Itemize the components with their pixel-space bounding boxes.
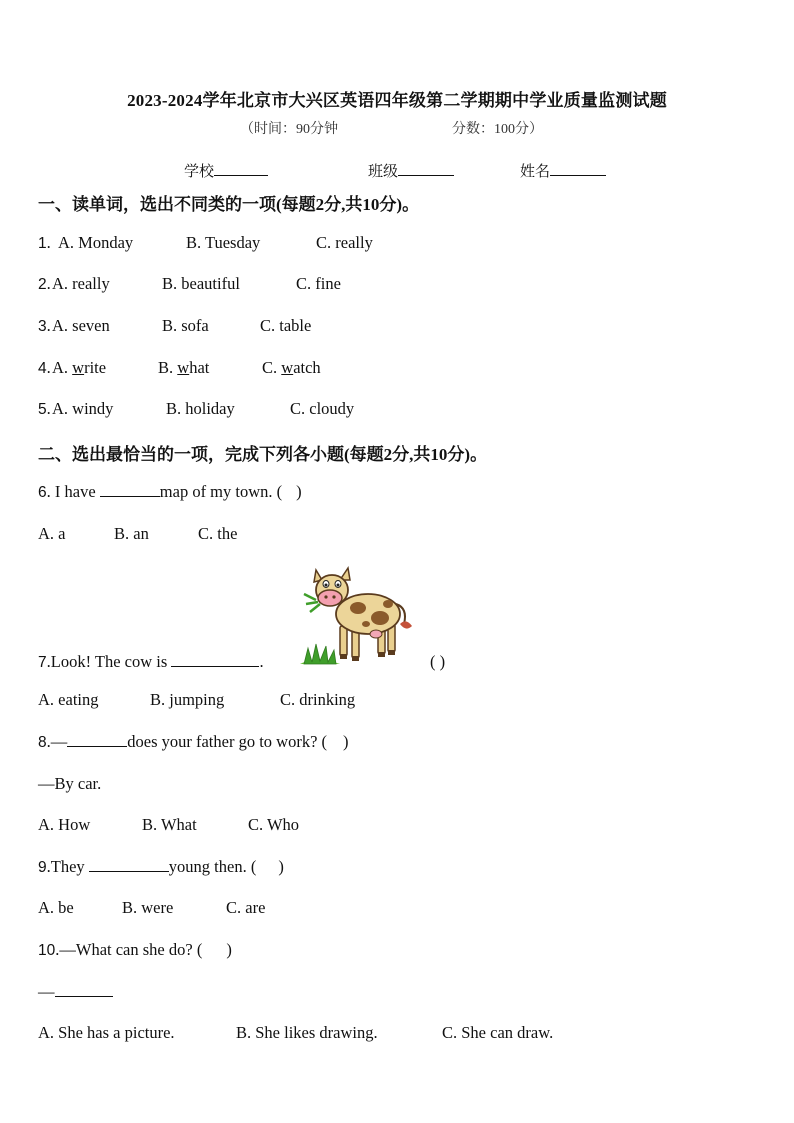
q1-option-b[interactable]: B. Tuesday <box>186 233 261 252</box>
q6-option-a[interactable]: A. a <box>38 524 66 543</box>
q9-option-b[interactable]: B. were <box>122 898 174 917</box>
name-blank[interactable] <box>550 161 606 176</box>
q3-option-b[interactable]: B. sofa <box>162 316 209 335</box>
q7-option-b[interactable]: B. jumping <box>150 690 225 709</box>
question-4: 4. <box>38 358 51 377</box>
total-score: 分数：100分） <box>452 122 543 137</box>
q1-option-c[interactable]: C. really <box>316 233 373 252</box>
q4-option-a[interactable]: A. write <box>52 358 107 377</box>
q5-option-c[interactable]: C. cloudy <box>290 399 355 418</box>
q4-option-c[interactable]: C. watch <box>262 358 321 377</box>
section-1-heading: 一、读单词，选出不同类的一项(每题2分,共10分)。 <box>38 195 420 214</box>
q1-option-a[interactable]: A. Monday <box>58 233 134 252</box>
class-field[interactable] <box>368 160 454 181</box>
q6-option-b[interactable]: B. an <box>114 524 149 543</box>
class-blank[interactable] <box>398 161 454 176</box>
q7-option-a[interactable]: A. eating <box>38 690 99 709</box>
q9-option-a[interactable]: A. be <box>38 898 74 917</box>
question-3: 3. <box>38 316 51 335</box>
q8-option-c[interactable]: C. Who <box>248 815 300 834</box>
q9-option-c[interactable]: C. are <box>226 898 266 917</box>
q2-option-c[interactable]: C. fine <box>296 274 341 293</box>
question-5: 5. <box>38 399 51 418</box>
q8-option-a[interactable]: A. How <box>38 815 91 834</box>
q3-option-c[interactable]: C. table <box>260 316 312 335</box>
q8-blank[interactable] <box>67 732 127 747</box>
q5-option-b[interactable]: B. holiday <box>166 399 235 418</box>
q8-answer-line: —By car. <box>38 774 102 793</box>
section-2-heading: 二、选出最恰当的一项，完成下列各小题(每题2分,共10分)。 <box>38 445 488 464</box>
q2-option-a[interactable]: A. really <box>52 274 110 293</box>
q6-option-c[interactable]: C. the <box>198 524 238 543</box>
page-title: 2023-2024学年北京市大兴区英语四年级第二学期期中学业质量监测试题 <box>127 91 667 110</box>
school-field[interactable] <box>184 160 268 181</box>
q10-blank[interactable] <box>55 982 113 997</box>
q10-option-b[interactable]: B. She likes drawing. <box>236 1023 378 1042</box>
q7-blank[interactable] <box>171 652 259 667</box>
name-field[interactable] <box>520 160 606 181</box>
cow-eating-grass-icon <box>296 560 424 668</box>
question-1: 1. <box>38 233 51 252</box>
school-label: 学校 <box>184 164 215 180</box>
q5-option-a[interactable]: A. windy <box>52 399 114 418</box>
q8-option-b[interactable]: B. What <box>142 815 197 834</box>
q9-blank[interactable] <box>89 857 169 872</box>
q7-option-c[interactable]: C. drinking <box>280 690 356 709</box>
question-10: 10.—What can she do? ( ) <box>38 940 232 959</box>
q10-option-a[interactable]: A. She has a picture. <box>38 1023 175 1042</box>
q10-option-c[interactable]: C. She can draw. <box>442 1023 554 1042</box>
q6-blank[interactable] <box>100 482 160 497</box>
time-limit: （时间：90分钟 <box>240 122 338 137</box>
school-blank[interactable] <box>214 161 268 176</box>
question-6: 6. I have map of my town. ( ) <box>38 482 302 501</box>
question-8: 8.— does your father go to work? ( ) <box>38 732 349 751</box>
question-7: 7.Look! The cow is . <box>38 652 264 671</box>
question-2: 2. <box>38 274 51 293</box>
q3-option-a[interactable]: A. seven <box>52 316 110 335</box>
q2-option-b[interactable]: B. beautiful <box>162 274 240 293</box>
question-9: 9.They young then. ( ) <box>38 857 284 876</box>
q10-answer-line: — <box>38 982 113 1002</box>
q7-answer-paren[interactable]: ( ) <box>430 652 446 671</box>
q4-option-b[interactable]: B. what <box>158 358 210 377</box>
name-label: 姓名 <box>520 164 551 180</box>
class-label: 班级 <box>368 164 399 180</box>
